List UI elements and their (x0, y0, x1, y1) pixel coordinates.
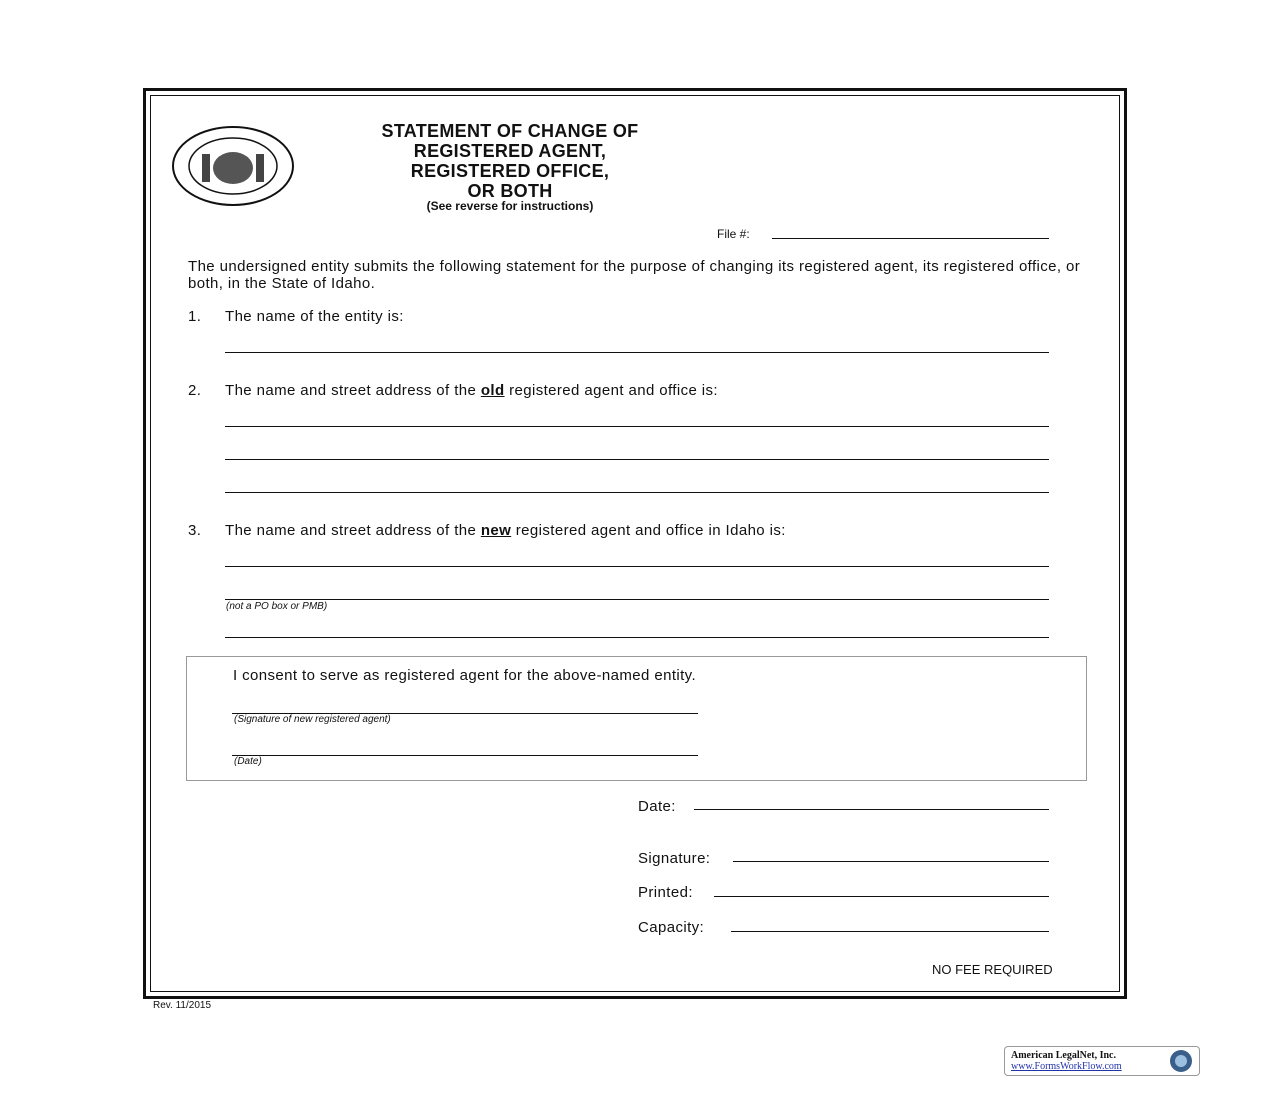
printed-field[interactable] (714, 896, 1049, 897)
file-label: File #: (717, 227, 750, 241)
file-number-field[interactable] (772, 238, 1049, 239)
title-line: REGISTERED AGENT, (413, 141, 607, 161)
idaho-seal-icon (172, 126, 294, 206)
item-text: The name and street address of the new registered agent and office in Idaho is: (225, 522, 786, 539)
title-line: STATEMENT OF CHANGE OF (381, 121, 639, 141)
legalnet-badge[interactable] (1004, 1046, 1200, 1076)
badge-url[interactable]: www.FormsWorkFlow.com (1011, 1061, 1122, 1072)
globe-icon (1169, 1049, 1193, 1073)
old-agent-field-3[interactable] (225, 492, 1049, 493)
consent-text: I consent to serve as registered agent for the above-named entity. (233, 667, 697, 684)
agent-signature-label: (Signature of new registered agent) (234, 714, 391, 725)
inner-border (150, 95, 1120, 992)
subtitle: (See reverse for instructions) (426, 199, 594, 213)
item-number: 3. (188, 522, 202, 539)
title-line: REGISTERED OFFICE, (410, 161, 610, 181)
printed-label: Printed: (638, 884, 693, 901)
badge-name: American LegalNet, Inc. (1011, 1050, 1116, 1061)
date-field[interactable] (694, 809, 1049, 810)
item-text: The name and street address of the old registered agent and office is: (225, 382, 718, 399)
new-agent-field-3[interactable] (225, 637, 1049, 638)
agent-date-label: (Date) (234, 756, 262, 767)
new-agent-field-1[interactable] (225, 566, 1049, 567)
item-number: 1. (188, 308, 202, 325)
capacity-field[interactable] (731, 931, 1049, 932)
new-agent-field-2[interactable] (225, 599, 1049, 600)
title-line: OR BOTH (467, 181, 553, 201)
signature-field[interactable] (733, 861, 1049, 862)
entity-name-field[interactable] (225, 352, 1049, 353)
revision: Rev. 11/2015 (153, 1000, 212, 1011)
date-label: Date: (638, 798, 676, 815)
intro-text: The undersigned entity submits the following statement for the purpose of changing its registered agent, its registered office, or both, in the State of Idaho. (188, 258, 1081, 292)
capacity-label: Capacity: (638, 919, 705, 936)
old-agent-field-2[interactable] (225, 459, 1049, 460)
agent-date-field[interactable] (232, 755, 698, 756)
old-agent-field-1[interactable] (225, 426, 1049, 427)
item-text: The name of the entity is: (225, 308, 404, 325)
signature-label: Signature: (638, 850, 711, 867)
fee-note: NO FEE REQUIRED (932, 962, 1053, 977)
item-number: 2. (188, 382, 202, 399)
po-box-note: (not a PO box or PMB) (226, 601, 328, 612)
